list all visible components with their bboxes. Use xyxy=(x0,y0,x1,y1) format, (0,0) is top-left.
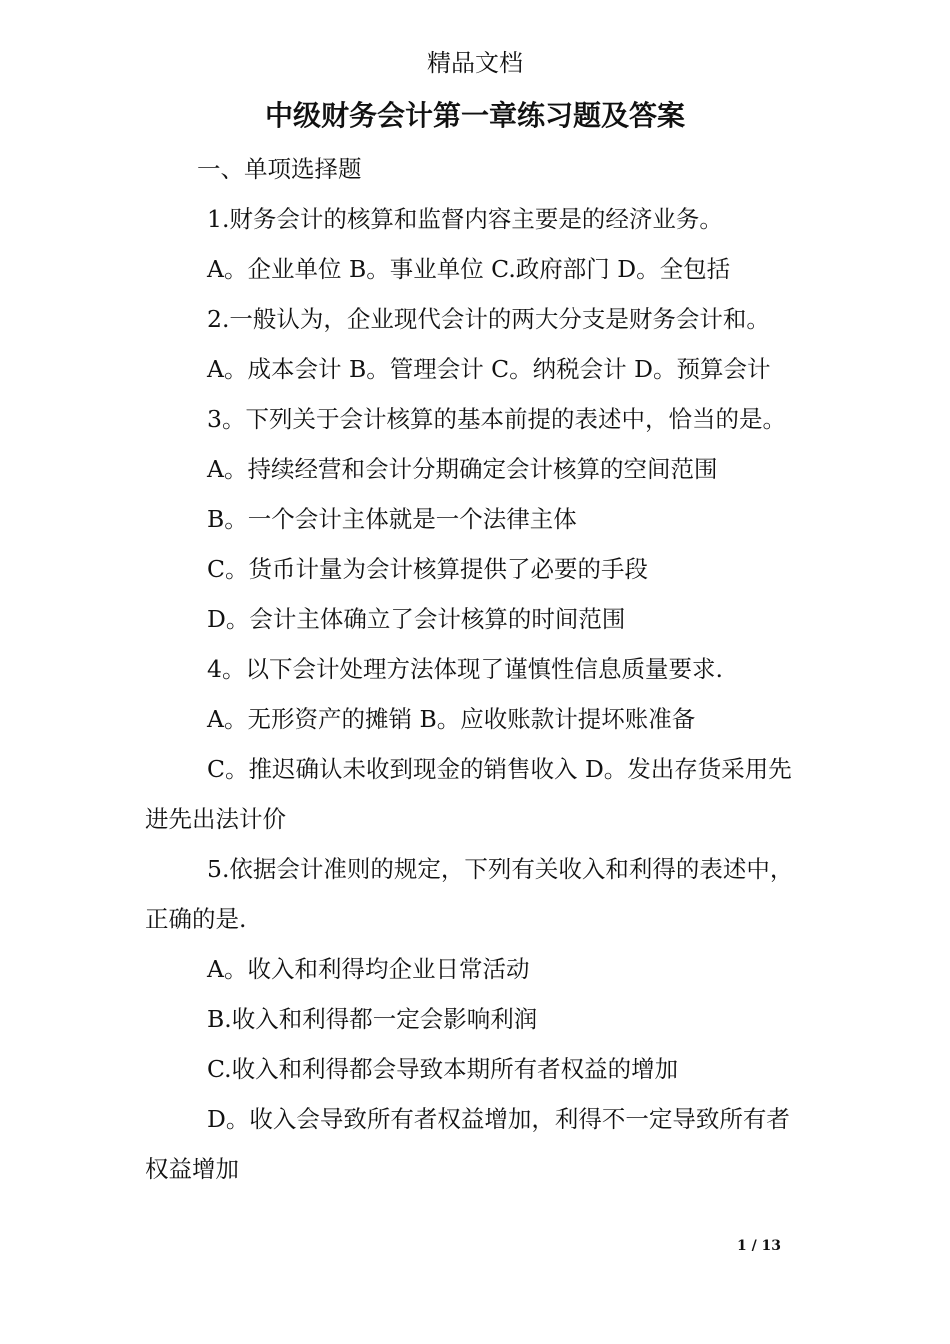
question-5-stem: 5.依据会计准则的规定，下列有关收入和利得的表述中，正确的是. xyxy=(145,855,794,933)
question-1-options: A。企业单位 B。事业单位 C.政府部门 D。全包括 xyxy=(207,255,731,283)
question-4-options-cd: C。推迟确认未收到现金的销售收入 D。发出存货采用先进先出法计价 xyxy=(145,755,792,833)
question-3-option-a: A。持续经营和会计分期确定会计核算的空间范围 xyxy=(207,455,718,483)
document-title: 中级财务会计第一章练习题及答案 xyxy=(264,99,685,132)
page-header: 精品文档 xyxy=(427,49,523,77)
question-3-option-b: B。一个会计主体就是一个法律主体 xyxy=(207,505,577,533)
question-3-option-d: D。会计主体确立了会计核算的时间范围 xyxy=(207,605,626,633)
question-4-options-ab: A。无形资产的摊销 B。应收账款计提坏账准备 xyxy=(207,705,696,733)
page-number: 1 / 13 xyxy=(736,1238,782,1254)
question-5-option-a: A。收入和利得均企业日常活动 xyxy=(207,955,530,983)
section-heading: 一、单项选择题 xyxy=(197,155,362,183)
question-5-option-b: B.收入和利得都一定会影响利润 xyxy=(207,1005,538,1033)
question-3-stem: 3。下列关于会计核算的基本前提的表述中，恰当的是。 xyxy=(207,405,786,433)
question-5-option-c: C.收入和利得都会导致本期所有者权益的增加 xyxy=(207,1055,679,1083)
question-1-stem: 1.财务会计的核算和监督内容主要是的经济业务。 xyxy=(207,205,723,233)
question-4-stem: 4。以下会计处理方法体现了谨慎性信息质量要求. xyxy=(207,655,723,683)
question-2-stem: 2.一般认为，企业现代会计的两大分支是财务会计和。 xyxy=(207,305,770,333)
document-body xyxy=(145,144,813,1194)
question-5-option-d: D。收入会导致所有者权益增加，利得不一定导致所有者权益增加 xyxy=(145,1105,790,1183)
question-3-option-c: C。货币计量为会计核算提供了必要的手段 xyxy=(207,555,648,583)
question-2-options: A。成本会计 B。管理会计 C。纳税会计 D。预算会计 xyxy=(207,355,771,383)
